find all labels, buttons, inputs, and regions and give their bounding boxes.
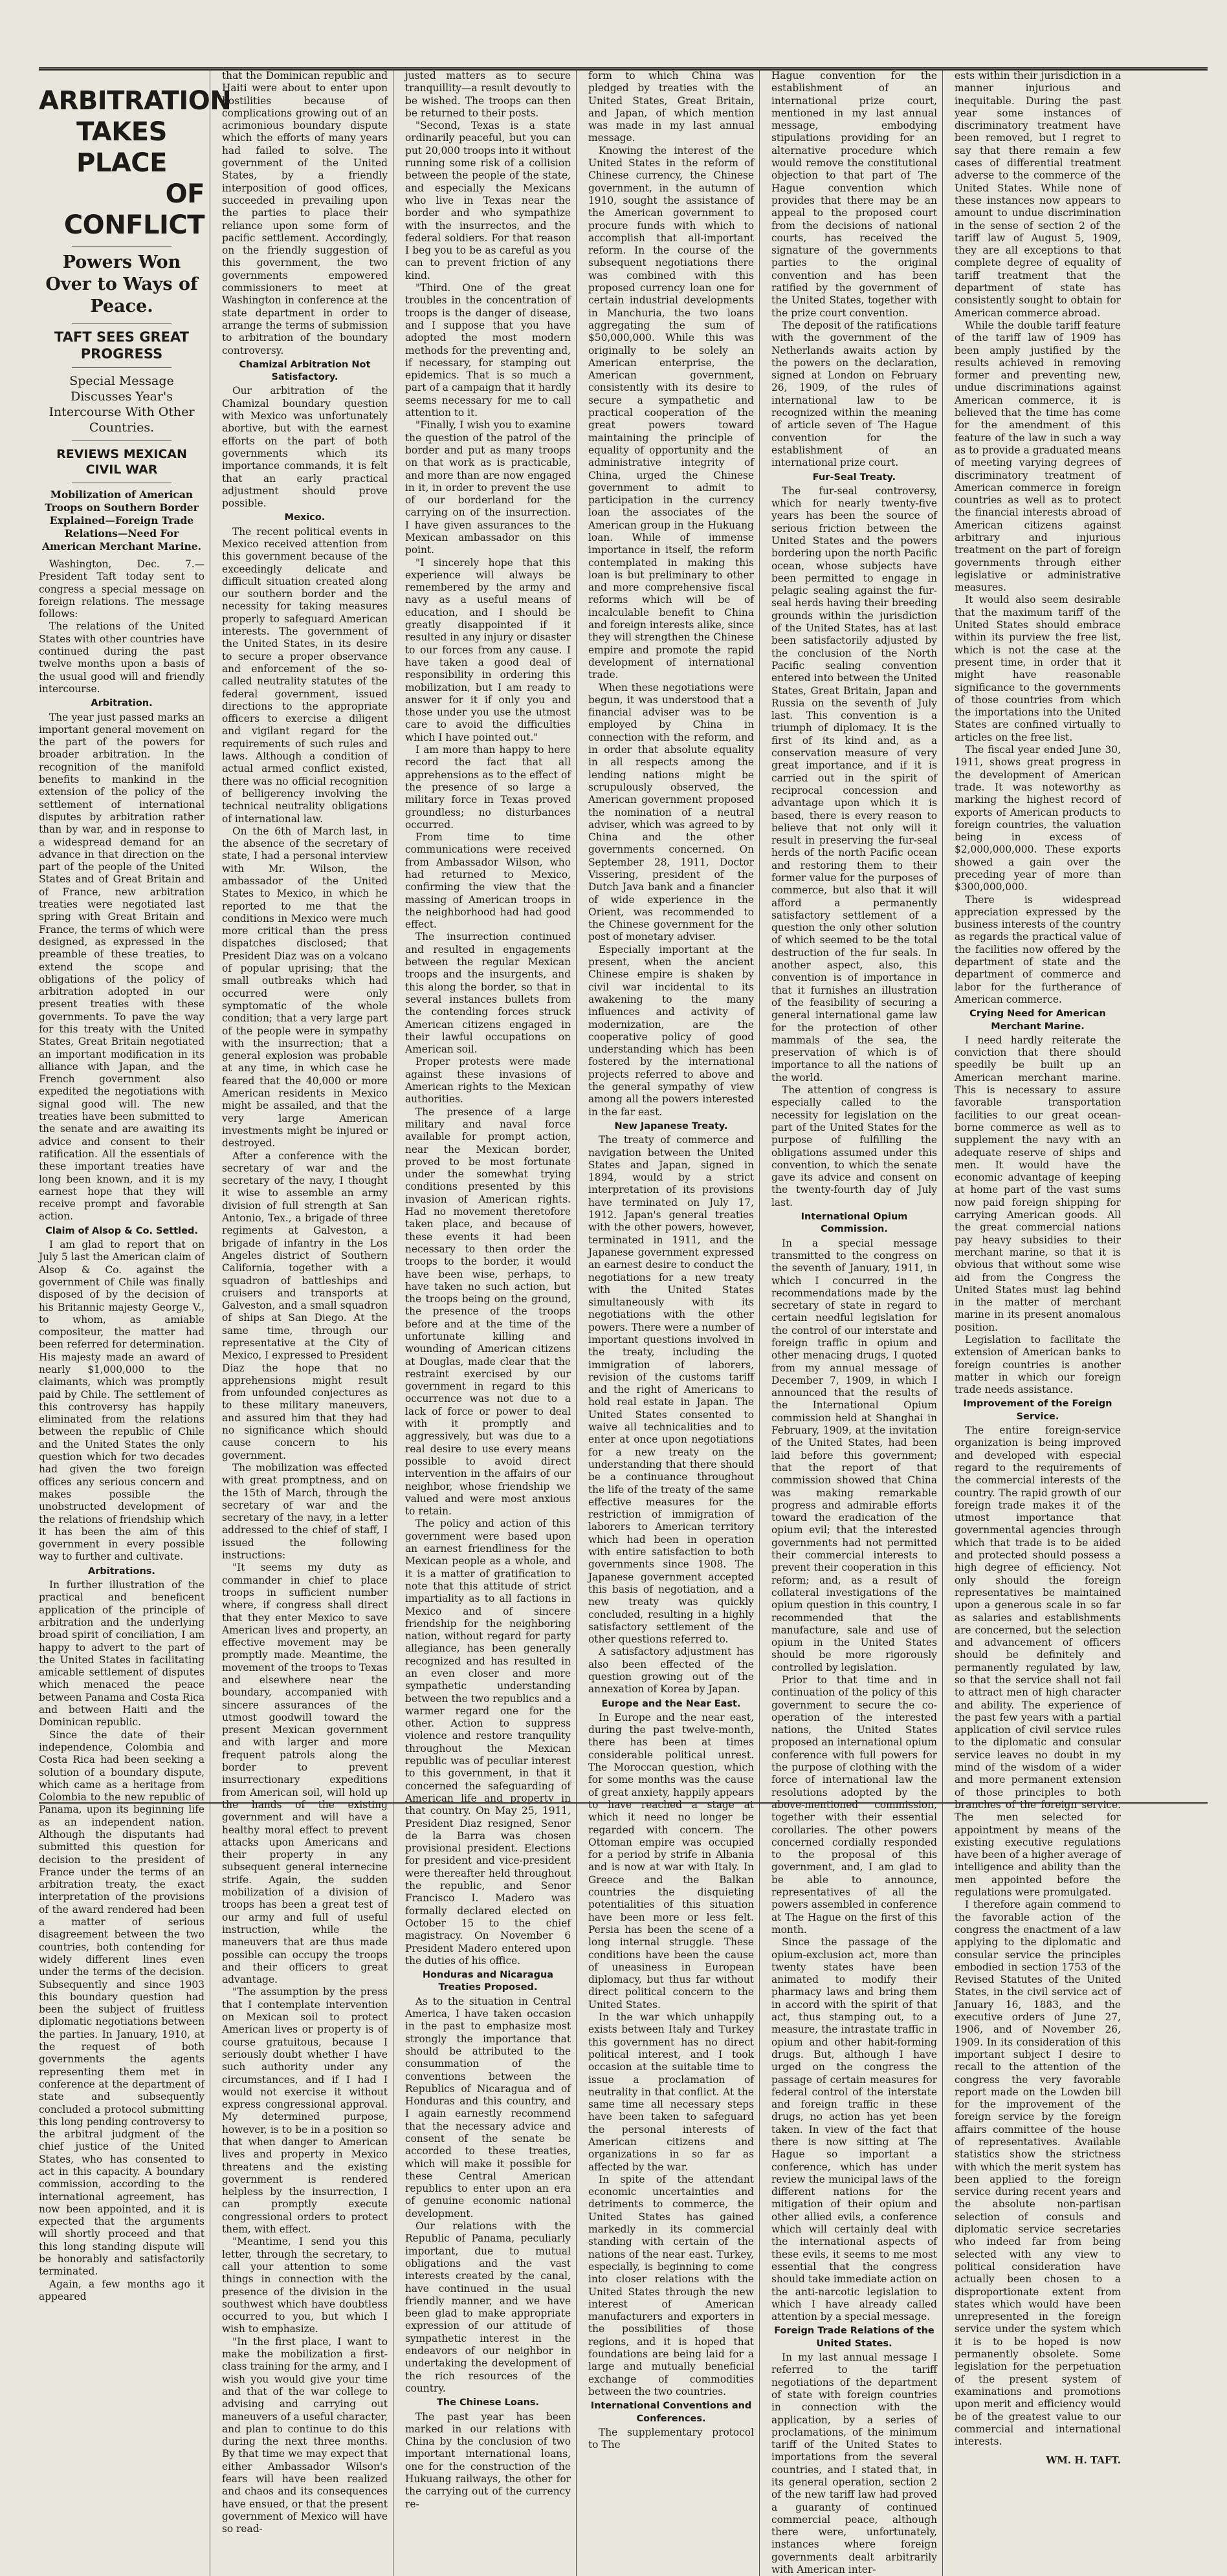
paragraph: I am more than happy to here record the fact that all apprehensions as to the effect of the presence of so large a military force in Texas proved groundless; no disturbances occurred. <box>405 744 571 831</box>
deck-3: Special Message Discusses Year's Intercourse With Other Countries. <box>49 374 195 435</box>
column-3 <box>405 70 577 2576</box>
subhead: Honduras and Nicaragua Treaties Proposed. <box>422 1970 554 1993</box>
subhead: The Chinese Loans. <box>436 2397 540 2408</box>
paragraph: Washington, Dec. 7.—President Taft today sent to congress a special message on foreign relations. The message follows: <box>39 558 204 620</box>
subhead: Improvement of the Foreign Service. <box>963 1399 1112 1422</box>
column-1 <box>39 70 232 2576</box>
paragraph: In my last annual message I referred to the tariff negotiations of the department of state with foreign countries in connection with the application, by a series of proclamations, of the minimum tariff of the United States to importations from the several countries, and I stated that, in its general operation, section 2 of the new tariff law had proved a guaranty of continued commercial peace, although there were, unfortunately, instances where foreign governments dealt arbitrarily with American inter- <box>771 2352 937 2576</box>
paragraph: From time to time communications were received from Ambassador Wilson, who had returned to Mexico, confirming the view that the massing of American troops in the neighborhood had had good effect. <box>405 831 571 931</box>
paragraph: I am glad to report that on July 5 last the American claim of Alsop & Co. against the government of Chile was finally disposed of by the decision of his Britannic majesty George V., to whom, as amiable compositeur, the matter had been referred for determination. His majesty made an award of nearly $1,000,000 to the claimants, which was promptly paid by Chile. The settlement of this controversy has happily eliminated from the relations between the republic of Chile and the United States the only question which for two decades had given the two foreign offices any serious concern and makes possible the unobstructed development of the relations of friendship which it has been the aim of this government in every possible way to further and cultivate. <box>39 1239 204 1563</box>
subhead: International Conventions and Conferences. <box>590 2401 752 2424</box>
divider <box>72 367 171 368</box>
paragraph: Our relations with the Republic of Panama, peculiarly important, due to mutual obligations and the vast interests created by the canal, have continued in the usual friendly manner, and we have been glad to make appropriate expression of our attitude of sympathetic interest in the endeavors of our neighbor in undertaking the development of the rich resources of the country. <box>405 2220 571 2394</box>
headline-line-2: TAKES PLACE <box>76 117 167 178</box>
headline-line-3: OF CONFLICT <box>63 179 204 240</box>
subhead: Claim of Alsop & Co. Settled. <box>45 1225 198 1236</box>
subhead: Mexico. <box>284 512 326 523</box>
paragraph: I therefore again commend to the favorable action of the congress the enactment of a law applying to the diplomatic and consular service the principles embodied in section 1753 of the Revised Statutes of the United States, in the civil service act of January 16, 1883, and the executive orders of June 27, 1906, and of November 26, 1909. In its consideration of this important subject I desire to recall to the attention of the congress the very favorable report made on the Lowden bill for the improvement of the foreign service by the foreign affairs committee of the house of representatives. Available statistics show the strictness with which the merit system has been applied to the foreign service during recent years and the absolute non-partisan selection of consuls and diplomatic service secretaries who indeed far from being selected with any view to political consideration have actually been chosen to a disproportionate extent from states which would have been unrepresented in the foreign service under the system which it is to be hoped is now permanently obsolete. Some legislation for the perpetuation of the present system of examinations and promotions upon merit and efficiency would be of the greatest value to our commercial and international interests. <box>955 1899 1121 2448</box>
paragraph: Prior to that time and in continuation of the policy of this government to secure the co-operation of the interested nations, the United States proposed an international opium conference with full powers for the purpose of clothing with the force of international law the resolutions adopted by the above-mentioned commission, together with their essential corollaries. The other powers concerned cordially responded to the proposal of this government, and, I am glad to be able to announce, representatives of all the powers assembled in conference at The Hague on the first of this month. <box>771 1674 937 1936</box>
paragraph: It would also seem desirable that the maximum tariff of the United States should embrace within its purview the free list, which is not the case at the present time, in order that it might have reasonable significance to the governments of those countries from which the importations into the United States are confined virtually to articles on the free list. <box>955 594 1121 743</box>
paragraph: While the double tariff feature of the tariff law of 1909 has been amply justified by the results achieved in removing former and preventing new, undue discriminations against American commerce, it is believed that the time has come for the amendment of this feature of the law in such a way as to provide a graduated means of meeting varying degrees of discriminatory treatment of American commerce in foreign countries as well as to protect the financial interests abroad of American citizens against arbitrary and injurious treatment on the part of foreign governments through either legislative or administrative measures. <box>955 319 1121 594</box>
paragraph: The fiscal year ended June 30, 1911, shows great progress in the development of American trade. It was noteworthy as marking the highest record of exports of American products to foreign countries, the valuation being in excess of $2,000,000,000. These exports showed a gain over the preceding year of more than $300,000,000. <box>955 744 1121 893</box>
paragraph: form to which China was pledged by treaties with the United States, Great Britain, and Japan, of which mention was made in my last annual message. <box>588 70 754 144</box>
paragraph: Especially important at the present, when the ancient Chinese empire is shaken by civil war incidental to its awakening to the many influences and activity of modernization, are the cooperative policy of good understanding which has been fostered by the international projects referred to above and the general sympathy of view among all the powers interested in the far east. <box>588 943 754 1118</box>
paragraph: that the Dominican republic and Haiti were about to enter upon hostilities because of complications growing out of an acrimonious boundary dispute which the efforts of many years had failed to solve. The government of the United States, by a friendly interposition of good offices, succeeded in prevailing upon the parties to place their reliance upon some form of pacific settlement. Accordingly, on the friendly suggestion of this government, the two governments empowered commissioners to meet at Washington in conference at the state department in order to arrange the terms of submission to arbitration of the boundary controversy. <box>222 70 388 356</box>
paragraph: "The assumption by the press that I contemplate intervention on Mexican soil to protect American lives or property is of course gratuitous, because I seriously doubt whether I have such authority under any circumstances, and if I had I would not exercise it without express congressional approval. My determined purpose, however, is to be in a position so that when danger to American lives and property in Mexico threatens and the existing government is rendered helpless by the insurrection, I can promptly execute congressional orders to protect them, with effect. <box>222 1986 388 2236</box>
paragraph: Our arbitration of the Chamizal boundary question with Mexico was unfortunately abortive, but with the earnest efforts on the part of both governments which its importance commands, it is felt that an early practical adjustment should prove possible. <box>222 385 388 510</box>
paragraph: Proper protests were made against these invasions of American rights to the Mexican authorities. <box>405 1056 571 1106</box>
paragraph: Hague convention for the establishment of an international prize court, mentioned in my last annual message, embodying stipulations providing for an alternative procedure which would remove the constitutional objection to that part of The Hague convention which provides that there may be an appeal to the proposed court from the decisions of national courts, has received the signature of the governments parties to the original convention and has been ratified by the government of the United States, together with the prize court convention. <box>771 70 937 319</box>
deck-1: Powers Won Over to Ways of Peace. <box>45 252 198 316</box>
subhead: New Japanese Treaty. <box>614 1120 728 1131</box>
paragraph: When these negotiations were begun, it was understood that a financial adviser was to be employed by China in connection with the reform, and in order that absolute equality in all respects among the lending nations might be scrupulously observed, the American government proposed the nomination of a neutral adviser, which was agreed to by China and the other governments concerned. On September 28, 1911, Doctor Vissering, president of the Dutch Java bank and a financier of wide experience in the Orient, was recommended to the Chinese government for the post of monetary adviser. <box>588 681 754 943</box>
paragraph: "Finally, I wish you to examine the question of the patrol of the border and put as many troops on that work as is practicable, and more than are now engaged in it, in order to prevent the use of our borderland for the carrying on of the insurrection. I have given assurances to the Mexican ambassador on this point. <box>405 419 571 556</box>
paragraph: ests within their jurisdiction in a manner injurious and inequitable. During the past year some instances of discriminatory treatment have been removed, but I regret to say that there remain a few cases of differential treatment adverse to the commerce of the United States. While none of these instances now appears to amount to undue discrimination in the sense of section 2 of the tariff law of August 5, 1909, they are all exceptions to that complete degree of equality of tariff treatment that the department of state has consistently sought to obtain for American commerce abroad. <box>955 70 1121 319</box>
paragraph: "Third. One of the great troubles in the concentration of troops is the danger of disease, and I suppose that you have adopted the most modern methods for the preventing and, if necessary, for stamping out epidemics. That is so much a part of a campaign that it hardly seems necessary for me to call attention to it. <box>405 282 571 419</box>
subhead: Europe and the Near East. <box>601 1698 741 1709</box>
main-headline <box>39 85 232 241</box>
paragraph: The policy and action of this government were based upon an earnest friendliness for the Mexican people as a whole, and it is a matter of gratification to note that this attitude of strict impartiality as to all factions in Mexico and of sincere friendship for the neighboring nation, without regard for party allegiance, has been generally recognized and has resulted in an even closer and more sympathetic understanding between the two republics and a warmer regard one for the other. Action to suppress violence and restore tranquility throughout the Mexican republic was of peculiar interest to this government, in that it concerned the safeguarding of American life and property in that country. On May 25, 1911, President Diaz resigned, Senor de la Barra was chosen provisional president. Elections for president and vice-president were thereafter held throughout the republic, and Senor Francisco I. Madero was formally declared elected on October 15 to the chief magistracy. On November 6 President Madero entered upon the duties of his office. <box>405 1518 571 1967</box>
paragraph: "Second, Texas is a state ordinarily peaceful, but you can put 20,000 troops into it without running some risk of a collision between the people of the state, and especially the Mexicans who live in Texas near the border and who sympathize with the insurrectos, and the federal soldiers. For that reason I beg you to be as careful as you can to prevent friction of any kind. <box>405 120 571 281</box>
paragraph: I need hardly reiterate the conviction that there should speedily be built up an American merchant marine. This is necessary to assure favorable transportation facilities to our great ocean-borne commerce as well as to supplement the navy with an adequate reserve of ships and men. It would have the economic advantage of keeping at home part of the vast sums now paid foreign shipping for carrying American goods. All the great commercial nations pay heavy subsidies to their merchant marine, so that it is obvious that without some wise aid from the Congress the United States must lag behind in the matter of merchant marine in its present anomalous position. <box>955 1034 1121 1333</box>
subhead: International Opium Commission. <box>801 1212 908 1235</box>
headline-line-1: ARBITRATION <box>39 86 232 116</box>
paragraph: Since the passage of the opium-exclusion act, more than twenty states have been animated to modify their pharmacy laws and bring them in accord with the spirit of that act, thus stamping out, to a measure, the intrastate traffic in opium and other habit-forming drugs. But, although I have urged on the congress the passage of certain measures for federal control of the interstate and foreign traffic in these drugs, no action has yet been taken. In view of the fact that there is now sitting at The Hague so important a conference, which has under review the municipal laws of the different nations for the mitigation of their opium and other allied evils, a conference which will certainly deal with the international aspects of these evils, it seems to me most essential that the congress should take immediate action on the anti-narcotic legislation to which I have already called attention by a special message. <box>771 1936 937 2323</box>
paragraph: Since the date of their independence, Colombia and Costa Rica had been seeking a solution of a boundary dispute, which came as a heritage from Colombia to the new republic of Panama, upon its beginning life as an independent nation. Although the disputants had submitted this question for decision to the president of France under the terms of an arbitration treaty, the exact interpretation of the provisions of the award rendered had been a matter of serious disagreement between the two countries, both contending for widely different lines even under the terms of the decision. Subsequently and since 1903 this boundary question had been the subject of fruitless diplomatic negotiations between the parties. In January, 1910, at the request of both governments the agents representing them met in conference at the department of state and subsequently concluded a protocol submitting this long pending controversy to the arbitral judgment of the chief justice of the United States, who has consented to act in this capacity. A boundary commission, according to the international agreement, has now been appointed, and it is expected that the arguments will shortly proceed and that this long standing dispute will be honorably and satisfactorily terminated. <box>39 1729 204 2278</box>
paragraph: A satisfactory adjustment has also been effected of the question growing out of the annexation of Korea by Japan. <box>588 1646 754 1696</box>
deck-4: REVIEWS MEXICAN CIVIL WAR <box>56 447 187 477</box>
paragraph: There is widespread appreciation expressed by the business interests of the country as regards the practical value of the facilities now offered by the department of state and the department of commerce and labor for the furtherance of American commerce. <box>955 893 1121 1005</box>
signature: WM. H. TAFT. <box>1046 2454 1121 2467</box>
subhead: Arbitration. <box>91 698 153 709</box>
paragraph: "It seems my duty as commander in chief to place troops in sufficient number where, if congress shall direct that they enter Mexico to save American lives and property, an effective movement may be promptly made. Meantime, the movement of the troops to Texas and elsewhere near the boundary, accompanied with sincere assurances of the utmost goodwill toward the present Mexican government and with larger and more frequent patrols along the border to prevent insurrectionary expeditions from American soil, will hold up the hands of the existing government and will have a healthy moral effect to prevent attacks upon Americans and their property in any subsequent general internecine strife. Again, the sudden mobilization of a division of troops has been a great test of our army and full of useful instruction, while the maneuvers that are thus made possible can occupy the troops and their officers to great advantage. <box>222 1562 388 1986</box>
paragraph: As to the situation in Central America, I have taken occasion in the past to emphasize most strongly the importance that should be attributed to the consummation of the conventions between the Republics of Nicaragua and of Honduras and this country, and I again earnestly recommend that the necessary advice and consent of the senate be accorded to these treaties, which will make it possible for these Central American republics to enter upon an era of genuine economic national development. <box>405 1995 571 2220</box>
paragraph: The mobilization was effected with great promptness, and on the 15th of March, through the secretary of war and the secretary of the navy, in a letter addressed to the chief of staff, I issued the following instructions: <box>222 1461 388 1562</box>
paragraph: The recent political events in Mexico received attention from this government because of the exceedingly delicate and difficult situation created along our southern border and the necessity for taking measures properly to safeguard American interests. The government of the United States, in its desire to secure a proper observance and enforcement of the so-called neutrality statutes of the federal government, issued directions to the appropriate officers to exercise a diligent and vigilant regard for the requirements of such rules and laws. Although a condition of actual armed conflict existed, there was no official recognition of belligerency involving the technical neutrality obligations of international law. <box>222 525 388 825</box>
paragraph: On the 6th of March last, in the absence of the secretary of state, I had a personal interview with Mr. Wilson, the ambassador of the United States to Mexico, in which he reported to me that the conditions in Mexico were much more critical than the press dispatches disclosed; that President Diaz was on a volcano of popular uprising; that the small outbreaks which had occurred were only symptomatic of the whole condition; that a very large part of the people were in sympathy with the insurrection; that a general explosion was probable at any time, in which case he feared that the 40,000 or more American residents in Mexico might be assailed, and that the very large American investments might be injured or destroyed. <box>222 825 388 1150</box>
paragraph: The insurrection continued and resulted in engagements between the regular Mexican troops and the insurgents, and this along the border, so that in several instances bullets from the contending forces struck American citizens engaged in their lawful occupations on American soil. <box>405 931 571 1056</box>
paragraph: Again, a few months ago it appeared <box>39 2278 204 2302</box>
subhead: Fur-Seal Treaty. <box>812 472 896 483</box>
bottom-rule <box>39 1802 1208 1804</box>
column-2 <box>222 70 393 2576</box>
paragraph: Knowing the interest of the United States in the reform of Chinese currency, the Chinese government, in the autumn of 1910, sought the assistance of the American government to procure funds with which to accomplish that all-important reform. In the course of the subsequent negotiations there was combined with this proposed currency loan one for certain industrial developments in Manchuria, the two loans aggregating the sum of $50,000,000. While this was originally to be solely an American enterprise, the American government, consistently with its desire to secure a sympathetic and practical cooperation of the great powers toward maintaining the principle of equality of opportunity and the administrative integrity of China, urged the Chinese government to admit to participation in the currency loan the associates of the American group in the Hukuang loan. While of immense importance in itself, the reform contemplated in making this loan is but preliminary to other and more comprehensive fiscal reforms which will be of incalculable benefit to China and foreign interests alike, since they will strengthen the Chinese empire and promote the rapid development of international trade. <box>588 144 755 681</box>
paragraph: The presence of a large military and naval force available for prompt action, near the Mexican border, proved to be most fortunate under the somewhat trying conditions presented by this invasion of American rights. Had no movement theretofore taken place, and because of these events it had been necessary to then order the troops to the border, it would have been wise, perhaps, to have taken no such action, but the troops being on the ground, the presence of the troops before and at the time of the unfortunate killing and wounding of American citizens at Douglas, made clear that the restraint exercised by our government in regard to this occurrence was not due to a lack of force or power to deal with it promptly and aggressively, but was due to a real desire to use every means possible to avoid direct intervention in the affairs of our neighbor, whose friendship we valued and were most anxious to retain. <box>405 1106 571 1518</box>
deck-5: Mobilization of American Troops on Southern Border Explained—Foreign Trade Relations—Need For American Merchant Marine. <box>41 488 202 552</box>
subhead: Arbitrations. <box>88 1566 155 1577</box>
subhead: Chamizal Arbitration Not Satisfactory. <box>239 359 371 383</box>
paragraph: "In the first place, I want to make the mobilization a first-class training for the army, and I wish you would give your time and that of the war college to advising and carrying out maneuvers of a useful character, and plan to continue to do this during the next three months. By that time we may expect that either Ambassador Wilson's fears will have been realized and chaos and its consequences have ensued, or that the present government of Mexico will have so read- <box>222 2335 388 2535</box>
paragraph: After a conference with the secretary of war and the secretary of the navy, I thought it wise to assemble an army division of full strength at San Antonio, Tex., a brigade of three regiments at Galveston, a brigade of infantry in the Los Angeles district of Southern California, together with a squadron of battleships and cruisers and transports at Galveston, and a small squadron of ships at San Diego. At the same time, through our representative at the City of Mexico, I expressed to President Diaz the hope that no apprehensions might result from unfounded conjectures as to these military maneuvers, and assured him that they had no significance which should cause concern to his government. <box>222 1150 388 1461</box>
paragraph: The year just passed marks an important general movement on the part of the powers for broader arbitration. In the recognition of the manifold benefits to mankind in the extension of the policy of the settlement of international disputes by arbitration rather than by war, and in response to a widespread demand for an advance in that direction on the part of the people of the United States and of Great Britain and of France, new arbitration treaties were negotiated last spring with Great Britain and France, the terms of which were designed, as expressed in the preamble of these treaties, to extend the scope and obligations of the policy of arbitration adopted in our present treaties with these governments. To pave the way for this treaty with the United States, Great Britain negotiated an important modification in its alliance with Japan, and the French government also expedited the negotiations with signal good will. The new treaties have been submitted to the senate and are awaiting its advice and consent to their ratification. All the essentials of these important treaties have long been known, and it is my earnest hope that they will receive prompt and favorable action. <box>39 711 204 1223</box>
paragraph: The entire foreign-service organization is being improved and developed with especial regard to the requirements of the commercial interests of the country. The rapid growth of our foreign trade makes it of the utmost importance that governmental agencies through which that trade is to be aided and protected should possess a high degree of efficiency. Not only should the foreign representatives be maintained upon a generous scale in so far as salaries and establishments are concerned, but the selection and advancement of officers should be definitely and permanently regulated by law, so that the service shall not fail to attract men of high character and ability. The experience of the past few years with a partial application of civil service rules to the diplomatic and consular service leaves no doubt in my mind of the wisdom of a wider and more permanent extension of those principles to both branches of the foreign service. The men selected for appointment by means of the existing executive regulations have been of a higher average of intelligence and ability than the men appointed before the regulations were promulgated. <box>955 1424 1121 1899</box>
paragraph: The attention of congress is especially called to the necessity for legislation on the part of the United States for the purpose of fulfilling the obligations assumed under this convention, to which the senate gave its advice and consent on the twenty-fourth day of July last. <box>771 1084 937 1208</box>
paragraph: The treaty of commerce and navigation between the United States and Japan, signed in 1894, would by a strict interpretation of its provisions have terminated on July 17, 1912. Japan's general treaties with the other powers, however, terminated in 1911, and the Japanese government expressed an earnest desire to conduct the negotiations for a new treaty with the United States simultaneously with its negotiations with the other powers. There were a number of important questions involved in the treaty, including the immigration of laborers, revision of the customs tariff and the right of Americans to hold real estate in Japan. The United States consented to waive all technicalities and to enter at once upon negotiations for a new treaty on the understanding that there should be a continuance throughout the life of the treaty of the same effective measures for the restriction of immigration of laborers to American territory which had been in operation with entire satisfaction to both governments since 1908. The Japanese government accepted this basis of negotiation, and a new treaty was quickly concluded, resulting in a highly satisfactory settlement of the other questions referred to. <box>588 1134 754 1646</box>
paragraph: The fur-seal controversy, which for nearly twenty-five years has been the source of serious friction between the United States and the powers bordering upon the north Pacific ocean, whose subjects have been permitted to engage in pelagic sealing against the fur-seal herds having their breeding grounds within the jurisdiction of the United States, has at last been satisfactorily adjusted by the conclusion of the North Pacific sealing convention entered into between the United States, Great Britain, Japan and Russia on the seventh of July last. This convention is a triumph of diplomacy. It is the first of its kind and, as a conservation measure of very great importance, and if it is carried out in the spirit of reciprocal concession and advantage upon which it is based, there is every reason to believe that not only will it result in preserving the fur-seal herds of the north Pacific ocean and restoring them to their former value for the purposes of commerce, but also that it will afford a permanently satisfactory settlement of a question the only other solution of which seemed to be the total destruction of the fur seals. In another aspect, also, this convention is of importance in that it furnishes an illustration of the feasibility of securing a general international game law for the protection of other mammals of the sea, the preservation of which is of importance to all the nations of the world. <box>771 485 937 1084</box>
subhead: Crying Need for American Merchant Marine. <box>969 1009 1106 1032</box>
paragraph: The past year has been marked in our relations with China by the conclusion of two important international loans, one for the construction of the Hukuang railways, the other for the carrying out of the currency re- <box>405 2410 571 2510</box>
column-4 <box>588 70 760 2576</box>
paragraph: In a special message transmitted to the congress on the seventh of January, 1911, in which I concurred in the recommendations made by the secretary of state in regard to certain needful legislation for the control of our interstate and foreign traffic in opium and other menacing drugs, I quoted from my annual message of December 7, 1909, in which I announced that the results of the International Opium commission held at Shanghai in February, 1909, at the invitation of the United States, had been laid before this government; that the report of that commission showed that China was making remarkable progress and admirable efforts toward the eradication of the opium evil; that the interested governments had not permitted their commercial interests to prevent their cooperation in this reform; and, as a result of collateral investigations of the opium question in this country, I recommended that the manufacture, sale and use of opium in the United States should be more rigorously controlled by legislation. <box>771 1237 937 1674</box>
subhead: Foreign Trade Relations of the United States. <box>774 2326 934 2349</box>
paragraph: The deposit of the ratifications with the government of the Netherlands awaits action by the powers on the declaration, signed at London on February 26, 1909, of the rules of international law to be recognized within the meaning of article seven of The Hague convention for the establishment of an international prize court. <box>771 319 937 469</box>
paragraph: Legislation to facilitate the extension of American banks to foreign countries is another matter in which our foreign trade needs assistance. <box>955 1333 1121 1396</box>
top-rule <box>39 67 1208 71</box>
paragraph: The relations of the United States with other countries have continued during the past twelve months upon a basis of the usual good will and friendly intercourse. <box>39 620 204 695</box>
column-6 <box>955 70 1126 2576</box>
paragraph: justed matters as to secure tranquillity—a result devoutly to be wished. The troops can then be returned to their posts. <box>405 70 571 119</box>
column-5 <box>771 70 943 2576</box>
paragraph: "I sincerely hope that this experience will always be remembered by the army and navy as a useful means of education, and I should be greatly disappointed if it resulted in any injury or disaster to our forces from any cause. I have taken a good deal of responsibility in ordering this mobilization, but I am ready to answer for it if only you and those under you use the utmost care to avoid the difficulties which I have pointed out." <box>405 556 571 743</box>
paragraph: The supplementary protocol to The <box>588 2426 754 2451</box>
columns <box>39 70 1208 2576</box>
paragraph: In the war which unhappily exists between Italy and Turkey this government has no direct political interest, and I took occasion at the suitable time to issue a proclamation of neutrality in that conflict. At the same time all necessary steps have been taken to safeguard the personal interests of American citizens and organizations in so far as affected by the war. <box>588 2011 754 2173</box>
paragraph: In Europe and the near east, during the past twelve-month, there has been at times considerable political unrest. The Moroccan question, which for some months was the cause of great anxiety, happily appears to have reached a stage at which it need no longer be regarded with concern. The Ottoman empire was occupied for a period by strife in Albania and is now at war with Italy. In Greece and the Balkan countries the disquieting potentialities of this situation have been more or less felt. Persia has been the scene of a long internal struggle. These conditions have been the cause of uneasiness in European diplomacy, but thus far without direct political concern to the United States. <box>588 1711 754 2011</box>
paragraph: "Meantime, I send you this letter, through the secretary, to call your attention to some things in connection with the presence of the division in the southwest which have doubtless occurred to you, but which I wish to emphasize. <box>222 2236 388 2335</box>
paragraph: In spite of the attendant economic uncertainties and detriments to commerce, the United States has gained markedly in its commercial standing with certain of the nations of the near east. Turkey, especially, is beginning to come into closer relations with the United States through the new interest of American manufacturers and exporters in the possibilities of those regions, and it is hoped that foundations are being laid for a large and mutually beneficial exchange of commodities between the two countries. <box>588 2173 754 2397</box>
deck-2: TAFT SEES GREAT PROGRESS <box>54 329 189 362</box>
paragraph: In further illustration of the practical and beneficent application of the principle of arbitration and the underlying broad spirit of conciliation, I am happy to advert to the part of the United States in facilitating amicable settlement of disputes which menaced the peace between Panama and Costa Rica and between Haiti and the Dominican republic. <box>39 1579 204 1729</box>
